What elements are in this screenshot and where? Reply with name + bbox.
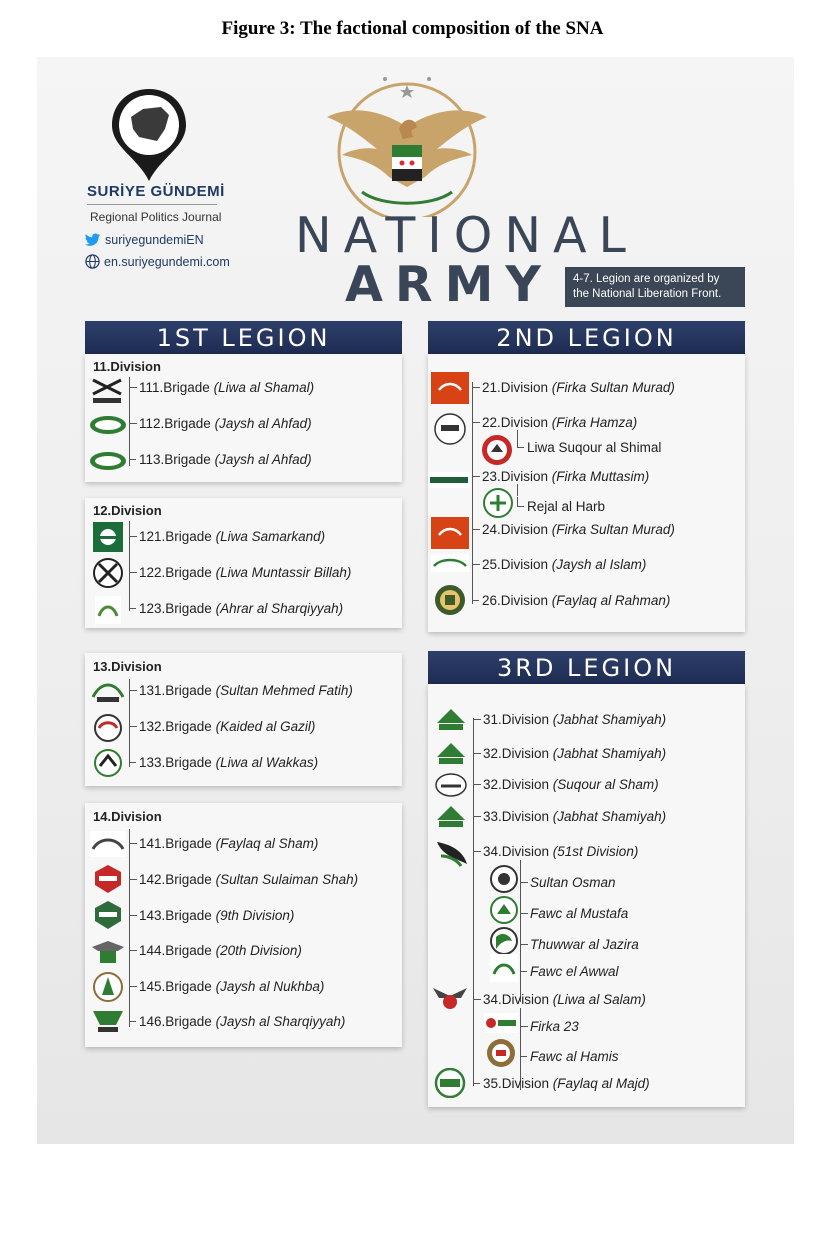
brigade-143: 143.Brigade (9th Division) (129, 908, 294, 923)
firka-muttasim-logo-icon (428, 472, 470, 488)
legion-note (565, 267, 745, 307)
division-title: 13.Division (93, 659, 162, 674)
website-text: en.suriyegundemi.com (104, 254, 230, 269)
note-line-1: 4-7. Legion are organized by (573, 273, 720, 285)
sub-unit-fawc-al-mustafa: Fawc al Mustafa (520, 906, 628, 921)
kaided-al-gazil-logo-icon (93, 713, 123, 743)
ahrar-al-sharqiyyah-logo-icon (95, 596, 121, 624)
legion3-panel (428, 684, 745, 1107)
firka-sultan-murad-logo-icon (431, 517, 469, 549)
sub-unit-fawc-el-awwal: Fawc el Awwal (520, 964, 619, 979)
liwa-suqour-al-shimal-logo-icon (481, 434, 513, 466)
twitter-handle-text: suriyegundemiEN (105, 233, 204, 247)
brigade-121: 121.Brigade (Liwa Samarkand) (129, 529, 325, 544)
division-31: 31.Division (Jabhat Shamiyah) (473, 712, 666, 727)
firka-23-logo-icon (484, 1013, 518, 1033)
division-13-panel (85, 653, 402, 786)
division-14-panel (85, 803, 402, 1047)
division-32b: 32.Division (Suqour al Sham) (473, 777, 659, 792)
division-26: 26.Division (Faylaq al Rahman) (472, 593, 670, 608)
division-32a: 32.Division (Jabhat Shamiyah) (473, 746, 666, 761)
firka-hamza-logo-icon (433, 412, 467, 446)
liwa-al-salam-logo-icon (431, 982, 469, 1012)
sultan-mehmed-fatih-logo-icon (91, 677, 125, 707)
jabhat-shamiyah-logo-icon (435, 707, 467, 733)
globe-icon (85, 254, 100, 269)
figure-caption: Figure 3: The factional composition of the SNA (221, 18, 604, 39)
brand-name: SURİYE GÜNDEMİ (87, 183, 225, 200)
faylaq-al-majd-logo-icon (430, 1068, 470, 1098)
jaysh-al-nukhba-logo-icon (92, 969, 124, 1005)
twitter-handle[interactable] (85, 233, 204, 247)
brigade-123: 123.Brigade (Ahrar al Sharqiyyah) (129, 601, 343, 616)
sultan-sulaiman-shah-logo-icon (92, 863, 124, 895)
fawc-el-awwal-logo-icon (490, 954, 518, 982)
title-army: ARMY (345, 256, 553, 313)
location-pin-icon (109, 87, 189, 183)
legion3-header: 3RD LEGION (428, 651, 745, 684)
liwa-muntassir-billah-logo-icon (91, 556, 125, 590)
jaysh-al-ahfad-logo-icon (89, 450, 127, 472)
brigade-112: 112.Brigade (Jaysh al Ahfad) (129, 416, 312, 431)
jaysh-al-islam-logo-icon (431, 554, 469, 572)
sultan-osman-logo-icon (490, 865, 518, 893)
fawc-al-mustafa-logo-icon (490, 896, 518, 924)
division-35: 35.Division (Faylaq al Majd) (473, 1076, 650, 1091)
division-25: 25.Division (Jaysh al Islam) (472, 557, 646, 572)
division-11-panel (85, 354, 402, 482)
rejal-al-harb-logo-icon (483, 488, 513, 518)
division-34a: 34.Division (51st Division) (473, 844, 638, 859)
sub-unit-rejal-al-harb: Rejal al Harb (517, 499, 605, 514)
division-title: 14.Division (93, 809, 162, 824)
division-title: 12.Division (93, 503, 162, 518)
brigade-131: 131.Brigade (Sultan Mehmed Fatih) (129, 683, 353, 698)
division-33: 33.Division (Jabhat Shamiyah) (473, 809, 666, 824)
title-national: NATIONAL (295, 207, 638, 264)
division-title: 11.Division (93, 359, 161, 374)
jaysh-al-ahfad-logo-icon (89, 414, 127, 436)
sub-unit-sultan-osman: Sultan Osman (520, 875, 616, 890)
brigade-146: 146.Brigade (Jaysh al Sharqiyyah) (129, 1014, 345, 1029)
sub-unit-fawc-al-hamis: Fawc al Hamis (520, 1049, 619, 1064)
9th-division-logo-icon (92, 899, 124, 931)
jabhat-shamiyah-logo-icon (435, 804, 467, 830)
legion1-header: 1ST LEGION (85, 321, 402, 354)
note-line-2: the National Liberation Front. (573, 288, 722, 300)
thuwwar-al-jazira-logo-icon (490, 927, 518, 955)
firka-sultan-murad-logo-icon (431, 372, 469, 404)
poster (37, 57, 794, 1144)
national-army-emblem-icon (307, 67, 507, 217)
jaysh-al-sharqiyyah-logo-icon (90, 1007, 126, 1037)
division-21: 21.Division (Firka Sultan Murad) (472, 380, 675, 395)
website-link[interactable] (85, 254, 230, 269)
liwa-al-wakkas-logo-icon (91, 748, 125, 778)
tree-line (473, 718, 474, 1086)
division-24: 24.Division (Firka Sultan Murad) (472, 522, 675, 537)
sub-unit-thuwwar-al-jazira: Thuwwar al Jazira (520, 937, 639, 952)
brigade-141: 141.Brigade (Faylaq al Sham) (129, 836, 318, 851)
brigade-142: 142.Brigade (Sultan Sulaiman Shah) (129, 872, 358, 887)
division-23: 23.Division (Firka Muttasim) (472, 469, 649, 484)
brigade-111: 111.Brigade (Liwa al Shamal) (129, 380, 314, 395)
suqour-al-sham-logo-icon (435, 772, 467, 798)
sub-unit-firka-23: Firka 23 (520, 1019, 579, 1034)
sub-tree-line (517, 484, 518, 496)
jabhat-shamiyah-logo-icon (435, 741, 467, 767)
brand-subtitle: Regional Politics Journal (90, 210, 222, 224)
tree-line (129, 829, 130, 1027)
faylaq-al-rahman-logo-icon (434, 583, 466, 617)
division-12-panel (85, 498, 402, 628)
liwa-samarkand-logo-icon (93, 522, 123, 552)
division-34b: 34.Division (Liwa al Salam) (473, 992, 646, 1007)
legion2-panel (428, 354, 745, 632)
twitter-icon (85, 233, 101, 247)
faylaq-al-sham-logo-icon (90, 831, 126, 857)
brigade-113: 113.Brigade (Jaysh al Ahfad) (129, 452, 312, 467)
liwa-al-shamal-logo-icon (89, 376, 125, 406)
brand-divider (87, 204, 217, 205)
legion2-header: 2ND LEGION (428, 321, 745, 354)
division-22: 22.Division (Firka Hamza) (472, 415, 637, 430)
20th-division-logo-icon (90, 937, 126, 965)
brigade-144: 144.Brigade (20th Division) (129, 943, 302, 958)
fawc-al-hamis-logo-icon (486, 1037, 516, 1069)
brigade-132: 132.Brigade (Kaided al Gazil) (129, 719, 315, 734)
sub-unit-liwa-suqour-al-shimal: Liwa Suqour al Shimal (517, 440, 661, 455)
brigade-145: 145.Brigade (Jaysh al Nukhba) (129, 979, 324, 994)
brigade-122: 122.Brigade (Liwa Muntassir Billah) (129, 565, 351, 580)
51st-division-logo-icon (433, 834, 469, 870)
brigade-133: 133.Brigade (Liwa al Wakkas) (129, 755, 318, 770)
